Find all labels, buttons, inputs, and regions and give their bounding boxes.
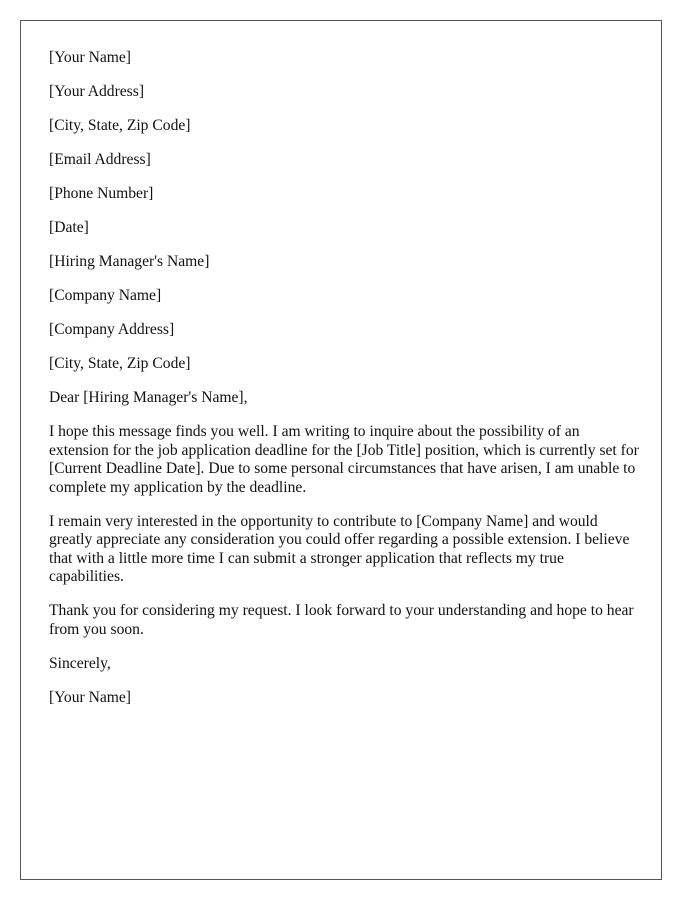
closing: Sincerely,: [49, 654, 111, 672]
recipient-name: [Hiring Manager's Name]: [49, 253, 210, 270]
recipient-address: [Company Address]: [49, 321, 175, 338]
body-paragraph-1: I hope this message finds you well. I am writing to inquire about the possibility of an extension for the job application deadline for the [Job Title] position, which is currently set for [Current Deadline Date]. Due to some personal circumstances that have arisen, I am unable to complete my application by the deadline.: [49, 423, 639, 496]
signature: [Your Name]: [49, 688, 132, 706]
sender-city-state-zip: [City, State, Zip Code]: [49, 117, 191, 134]
salutation: Dear [Hiring Manager's Name],: [49, 389, 248, 406]
body-paragraph-3: Thank you for considering my request. I look forward to your understanding and hope to hear from you soon.: [49, 602, 634, 638]
recipient-city-state-zip: [City, State, Zip Code]: [49, 355, 191, 372]
letter-date: [Date]: [49, 219, 89, 236]
sender-email: [Email Address]: [49, 151, 151, 168]
letter-content: [49, 49, 639, 723]
recipient-company: [Company Name]: [49, 287, 162, 304]
sender-name: [Your Name]: [49, 49, 132, 66]
body-paragraph-2: I remain very interested in the opportunity to contribute to [Company Name] and would greatly appreciate any consideration you could offer regarding a possible extension. I believe that with a little more time I can submit a stronger application that reflects my true capabilities.: [49, 512, 630, 585]
letter-page: [20, 20, 662, 880]
sender-address: [Your Address]: [49, 83, 145, 100]
sender-phone: [Phone Number]: [49, 185, 154, 202]
